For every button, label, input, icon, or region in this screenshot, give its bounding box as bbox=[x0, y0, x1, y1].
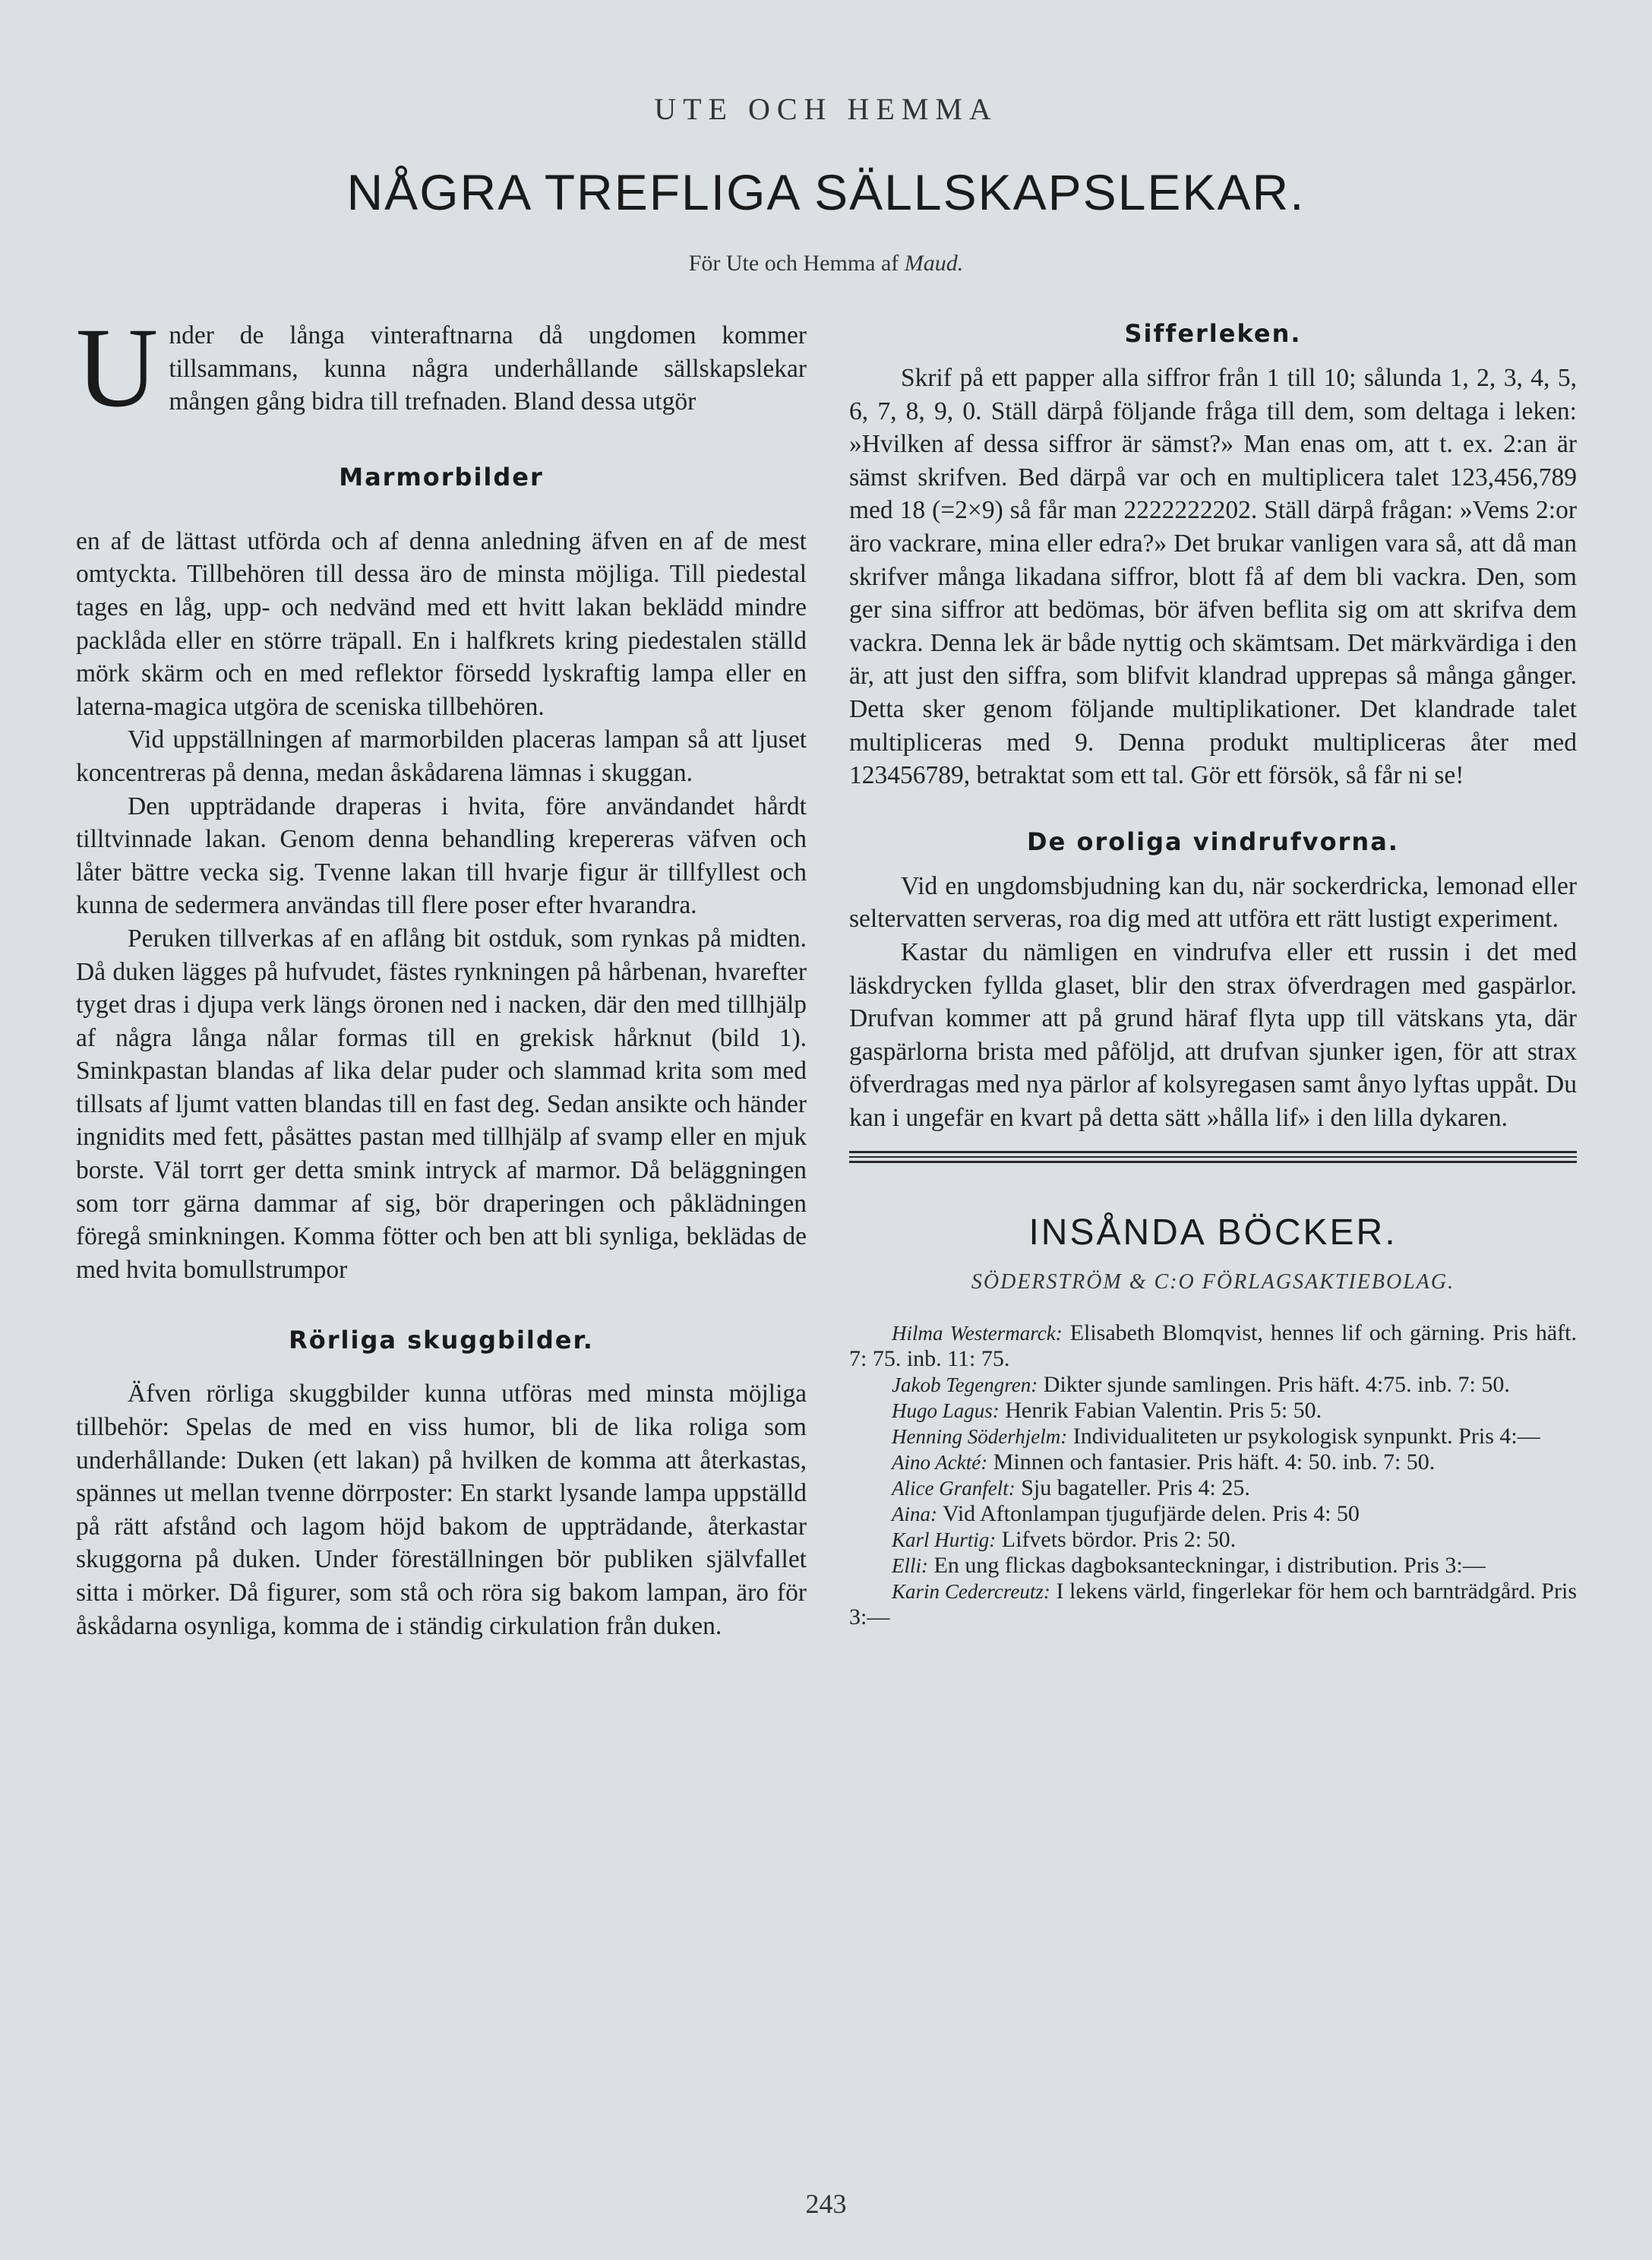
book-list bbox=[849, 1320, 1577, 1630]
book-text: Minnen och fantasier. Pris häft. 4: 50. inb. 7: 50. bbox=[993, 1449, 1436, 1475]
book-author: Aino Ackté: bbox=[892, 1451, 988, 1475]
rule-line bbox=[849, 1151, 1577, 1153]
book-entry bbox=[849, 1320, 1577, 1372]
paragraph: Peruken tillverkas af en aflång bit ostduk, som rynkas på midten. Då duken lägges på hufvudet, fästes rynkningen på hårbenan, hvarefter tyget dras i djupa verk längs öronen ned i nacken, där den med tillhjälp af några långa nålar formas till en grekisk hårknut (bild 1). Sminkpastan blandas af lika delar puder och slammad krita som med tillsats af ljumt vatten blandas till en fast deg. Sedan ansikte och händer ingnidits med fett, påsättes pastan med tillhjälp af svamp eller en mjuk borste. Väl torrt ger detta smink intryck af marmor. Då beläggningen som torr gärna dammar af sig, bör draperingen och påklädningen föregå sminkningen. Komma fötter och ben att bli synliga, beklädas de med hvita bomullstrumpor bbox=[76, 924, 807, 1284]
double-rule bbox=[849, 1151, 1577, 1163]
book-entry bbox=[849, 1501, 1577, 1527]
book-text: Lifvets bördor. Pris 2: 50. bbox=[1001, 1527, 1237, 1553]
paragraph: Den uppträdande draperas i hvita, före användandet hårdt tilltvinnade lakan. Genom denna behandling krepereras väfven och låter bättre vecka sig. Tvenne lakan till hvarje figur är tillfyllest och kunna de sedermera användas till flere poser efter hvarandra. bbox=[76, 792, 807, 920]
rule-line bbox=[849, 1156, 1577, 1158]
article-title: NÅGRA TREFLIGA SÄLLSKAPSLEKAR. bbox=[346, 164, 1306, 220]
book-text: I lekens värld, fingerlekar för hem och barnträdgård. Pris 3:— bbox=[849, 1579, 1577, 1630]
book-text: Individualiteten ur psykologisk synpunkt. Pris 4:— bbox=[1072, 1424, 1540, 1449]
book-author: Jakob Tegengren: bbox=[892, 1373, 1038, 1397]
book-entry bbox=[849, 1579, 1577, 1630]
heading-rorliga-skuggbilder: Rörliga skuggbilder. bbox=[289, 1326, 594, 1355]
book-entry bbox=[849, 1475, 1577, 1501]
book-entry bbox=[849, 1372, 1577, 1398]
intro bbox=[76, 305, 807, 431]
page-number: 243 bbox=[805, 2189, 847, 2219]
book-text: Sju bagateller. Pris 4: 25. bbox=[1021, 1475, 1250, 1501]
book-text: Dikter sjunde samlingen. Pris häft. 4:75. inb. 7: 50. bbox=[1043, 1372, 1510, 1398]
drop-cap: U bbox=[76, 305, 159, 431]
book-entry bbox=[849, 1449, 1577, 1475]
book-author: Karl Hurtig: bbox=[892, 1528, 997, 1552]
book-text: Elisabeth Blomqvist, hennes lif och gärning. Pris häft. 7: 75. inb. 11: 75. bbox=[849, 1320, 1577, 1372]
book-text: Vid Aftonlampan tjugufjärde delen. Pris 4: 50 bbox=[942, 1501, 1360, 1527]
byline-prefix: För Ute och Hemma af bbox=[688, 251, 899, 276]
paragraph: Kastar du nämligen en vindrufva eller ett russin i det med läskdrycken fyllda glaset, blir den strax öfverdragen med gaspärlor. Drufvan kommer att på grund häraf flyta upp till vätskans yta, där gaspärlorna brista med påföljd, att drufvan sjunker igen, för att strax öfverdragas med nya pärlor af kolsyregasen samt ånyo lyftas uppåt. Du kan i ungefär en kvart på detta sätt »hålla lif» i den lilla dykaren. bbox=[849, 937, 1577, 1132]
byline bbox=[0, 251, 1652, 277]
books-title: INSÅNDA BÖCKER. bbox=[1028, 1212, 1398, 1253]
heading-marmorbilder: Marmorbilder bbox=[339, 462, 544, 492]
paragraph: Skrif på ett papper alla siffror från 1 till 10; sålunda 1, 2, 3, 4, 5, 6, 7, 8, 9, 0. Ställ därpå följande fråga till dem, som deltaga i leken: »Hvilken af dessa siffror är sämst?» Man enas om, att t. ex. 2:an är sämst skrifven. Bed därpå var och en multiplicera talet 123,456,789 med 18 (=2×9) så får man 2222222202. Ställ därpå frågan: »Vems 2:or äro vackrare, mina eller edra?» Det brukar vanligen vara så, att då man skrifver många likadana siffror, blott få af dem bli vackra. Den, som ger sina siffror att bedömas, bör äfven beflita sig om att skrifva dem vackra. Denna lek är både nyttig och skämtsam. Det märkvärdiga i den är, att just den siffra, som blifvit klandrad upprepas så många gånger. Detta sker genom följande multiplikationer. Det klandrade talet multipliceras med 9. Denna produkt multipliceras åter med 123456789, betraktat som ett tal. Gör ett försök, så får ni se! bbox=[849, 364, 1577, 790]
book-author: Alice Granfelt: bbox=[892, 1477, 1016, 1500]
byline-author: Maud. bbox=[904, 251, 964, 276]
heading-sifferleken: Sifferleken. bbox=[1124, 319, 1302, 348]
book-entry bbox=[849, 1424, 1577, 1449]
book-author: Karin Cedercreutz: bbox=[892, 1580, 1050, 1604]
book-author: Aina: bbox=[892, 1503, 937, 1526]
paragraph: Äfven rörliga skuggbilder kunna utföras med minsta möjliga tillbehör: Spelas de med en viss humor, bli de lika roliga som underhållande: Duken (ett lakan) på hvilken de komma att återkastas, spännes ut mellan tvenne dörrposter: En starkt lysande lampa uppställd på rätt afstånd och lagom höjd bakom de uppträdande, återkastar skuggorna på duken. Under föreställningen bör publiken självfallet sitta i mörker. Då figurer, som stå och röra sig bakom lampan, äro för åskådarna osynliga, komma de i ständig cirkulation från duken. bbox=[76, 1380, 807, 1640]
left-column bbox=[76, 305, 807, 1642]
book-text: En ung flickas dagboksanteckningar, i distribution. Pris 3:— bbox=[933, 1553, 1486, 1579]
book-author: Elli: bbox=[892, 1554, 928, 1578]
paragraph: en af de lättast utförda och af denna anledning äfven en af de mest omtyckta. Tillbehören till dessa äro de minsta möjliga. Till piedestal tages en låg, upp- och nedvänd med ett hvitt lakan beklädd mindre packlåda eller en större träpall. En i halfkrets kring piedestalen ställd mörk skärm och en med reflektor försedd lyskraftig lampa eller en laterna-magica utgöra de sceniska tillbehören. bbox=[76, 526, 807, 721]
book-author: Henning Söderhjelm: bbox=[892, 1425, 1068, 1449]
book-author: Hugo Lagus: bbox=[892, 1399, 1000, 1423]
right-column bbox=[849, 319, 1577, 1630]
book-entry bbox=[849, 1553, 1577, 1579]
running-head: UTE OCH HEMMA bbox=[654, 92, 998, 126]
book-author: Hilma Westermarck: bbox=[892, 1322, 1063, 1345]
paragraph: Vid uppställningen af marmorbilden placeras lampan så att ljuset koncentreras på denna, medan åskådarena lämnas i skuggan. bbox=[76, 725, 807, 787]
intro-paragraph: nder de långa vinteraftnarna då ungdomen kommer tillsammans, kunna några underhållande sällskapslekar mången gång bidra till trefnaden. Bland dessa utgör bbox=[169, 321, 807, 416]
publisher: SÖDERSTRÖM & C:O FÖRLAGSAKTIEBOLAG. bbox=[971, 1270, 1455, 1294]
book-entry bbox=[849, 1527, 1577, 1553]
paragraph: Vid en ungdomsbjudning kan du, när sockerdricka, lemonad eller seltervatten serveras, roa dig med att utföra ett rätt lustigt experiment. bbox=[849, 871, 1577, 934]
rule-line bbox=[849, 1161, 1577, 1163]
book-text: Henrik Fabian Valentin. Pris 5: 50. bbox=[1005, 1398, 1322, 1424]
heading-oroliga-vindrufvorna: De oroliga vindrufvorna. bbox=[1027, 827, 1399, 856]
book-entry bbox=[849, 1398, 1577, 1424]
